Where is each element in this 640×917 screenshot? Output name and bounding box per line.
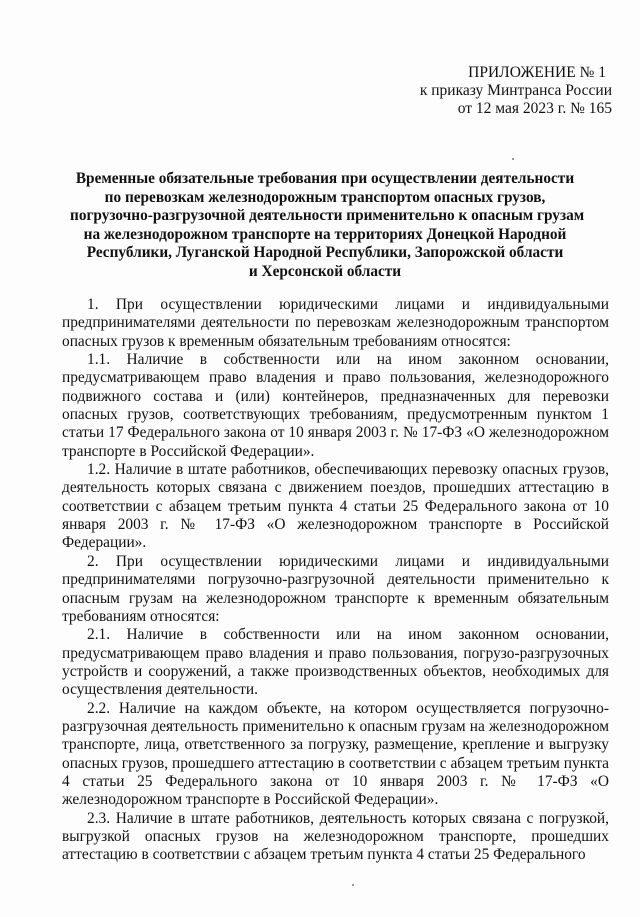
paragraph-2-3: 2.3. Наличие в штате работников, деятельность которых связана с погрузкой, выгрузкой опасных грузов на железнодорожном транспорте, прошедших аттестацию в соответствии с абзацем третьим пункта 4 статьи 25 Федерального (62, 809, 609, 864)
paragraph-2-2: 2.2. Наличие на каждом объекте, на котором осуществляется погрузочно-разгрузочная деятельность применительно к опасным грузам на железнодорожном транспорте, лица, ответственного за погрузку, размещение, крепление и выгрузку опасных грузов, прошедшего аттестацию в соответствии с абзацем третьим пункта 4 статьи 25 Федерального закона от 10 января 2003 г. № 17-ФЗ «О железнодорожном транспорте в Российской Федерации». (62, 699, 609, 809)
paragraph-1-2: 1.2. Наличие в штате работников, обеспечивающих перевозку опасных грузов, деятельность которых связана с движением поездов, прошедших аттестацию в соответствии с абзацем третьим пункта 4 статьи 25 Федерального закона от 10 января 2003 г. № 17-ФЗ «О железнодорожном транспорте в Российской Федерации». (62, 461, 609, 552)
appendix-header (352, 64, 612, 118)
title-line: на железнодорожном транспорте на территориях Донецкой Народной (83, 225, 567, 243)
title-line: Временные обязательные требования при осуществлении деятельности (75, 170, 575, 187)
document-body (62, 296, 609, 865)
scan-speck (512, 158, 514, 160)
paragraph-1-1: 1.1. Наличие в собственности или на ином законном основании, предусматривающем право владения и право пользования, железнодорожного подвижного состава и (или) контейнеров, предназначенных для перевозки опасных грузов, соответствующих требованиям, предусмотренным пунктом 1 статьи 17 Федерального закона от 10 января 2003 г. № 17-ФЗ «О железнодорожном транспорте в Российской Федерации». (62, 351, 609, 460)
scan-speck (352, 884, 354, 886)
title-line: Республики, Луганской Народной Республики, Запорожской области (86, 244, 564, 261)
document-title (70, 170, 585, 281)
appendix-order-date: от 12 мая 2023 г. № 165 (457, 100, 612, 117)
title-line: по перевозкам железнодорожным транспортом опасных грузов, (104, 188, 546, 206)
title-line: и Херсонской области (248, 262, 402, 280)
paragraph-2: 2. При осуществлении юридическими лицами и индивидуальными предпринимателями погрузочно-разгрузочной деятельности применительно к опасным грузам на железнодорожном транспорте к временным обязательным требованиям относятся: (62, 552, 609, 625)
appendix-number: ПРИЛОЖЕНИЕ № 1 (468, 64, 606, 81)
paragraph-2-1: 2.1. Наличие в собственности или на ином законном основании, предусматривающем право владения и право пользования, погрузо-разгрузочных устройств и сооружений, а также производственных объектов, необходимых для осуществления деятельности. (62, 626, 609, 699)
appendix-order-ref: к приказу Минтранса России (419, 82, 612, 99)
paragraph-1: 1. При осуществлении юридическими лицами и индивидуальными предпринимателями деятельности по перевозкам железнодорожным транспортом опасных грузов к временным обязательным требованиям относятся: (62, 296, 609, 350)
title-line: погрузочно-разгрузочной деятельности применительно к опасным грузам (70, 207, 585, 224)
